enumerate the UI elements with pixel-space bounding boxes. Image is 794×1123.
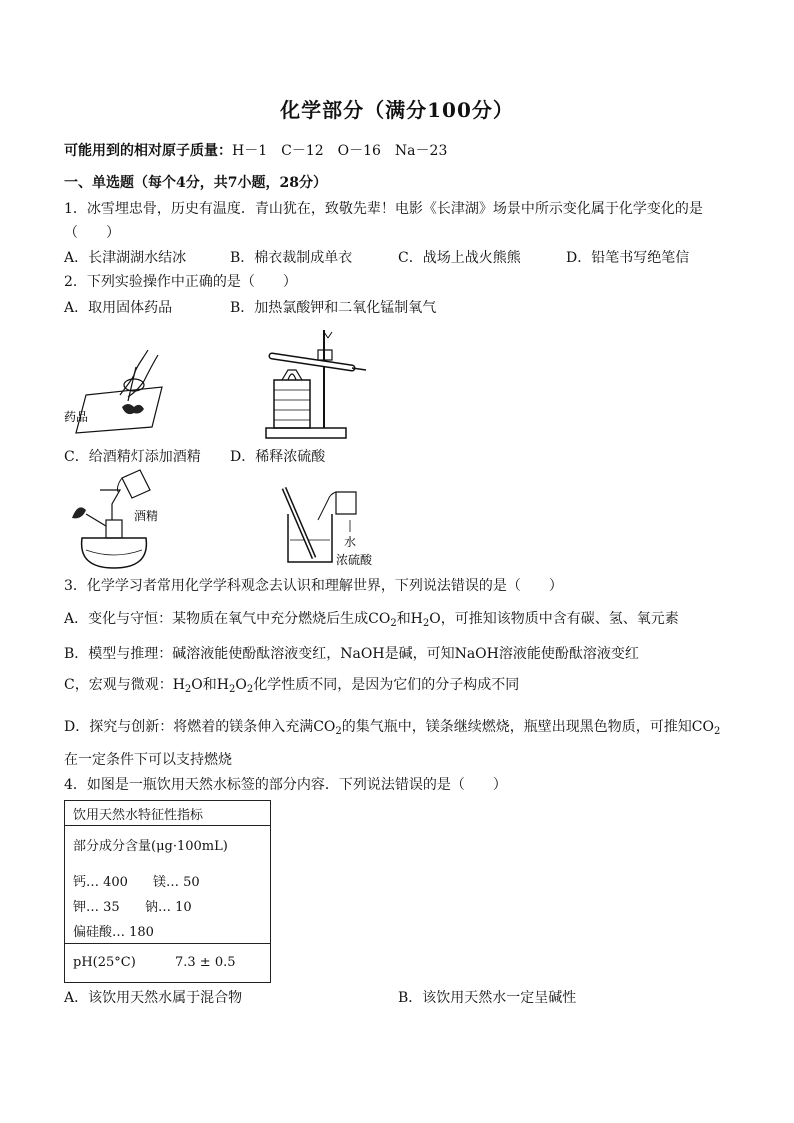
q2-stem: 2．下列实验操作中正确的是（ ） [64,274,297,290]
q4-option-a: A．该饮用天然水属于混合物 [64,990,243,1006]
q2-option-c: C．给酒精灯添加酒精 [64,449,201,465]
q3-c-sub2: 2 [228,684,236,695]
water-label-potassium: 钾… 35 [73,900,120,915]
water-label-title: 饮用天然水特征性指标 [73,808,204,823]
q3-option-d [64,717,720,742]
q2-option-a: A．取用固体药品 [64,300,173,316]
q3-option-d-cont: 在一定条件下可以支持燃烧 [64,752,232,768]
q1-paren: （ ） [64,225,120,241]
q3-a-part1: A．变化与守恒：某物质在氧气中充分燃烧后生成CO [64,611,391,627]
q3-option-c [64,675,519,700]
q2-option-d: D．稀释浓硫酸 [230,449,326,465]
q3-c-sub3: 2 [246,684,254,695]
water-label-divider-1 [65,825,270,826]
atomic-mass-label: 可能用到的相对原子质量： [64,143,232,159]
q1-option-a: A．长津湖湖水结冰 [64,250,187,266]
q3-a-sub2: 2 [422,618,430,629]
q3-c-part3: O [235,677,247,693]
q1-option-b: B．棉衣裁制成单衣 [230,250,353,266]
water-label-divider-2 [65,943,270,944]
q2-option-b: B．加热氯酸钾和二氧化锰制氧气 [230,300,437,316]
q4-stem: 4．如图是一瓶饮用天然水标签的部分内容．下列说法错误的是（ ） [64,777,507,793]
q3-d-part2: 的集气瓶中，镁条继续燃烧，瓶壁出现黑色物质，可推知CO [341,719,714,735]
water-label-silicic: 偏硅酸… 180 [73,925,154,940]
q4-option-b: B．该饮用天然水一定呈碱性 [398,990,577,1006]
water-label-subtitle: 部分成分含量(μg·100mL) [73,839,228,854]
figure-alcohol-lamp [64,468,174,572]
figure-d-label-acid: 浓硫酸 [336,553,373,567]
q3-d-sub1: 2 [335,726,342,737]
figure-d-label-water: 水 [344,535,357,549]
figure-a-label: 药品 [64,410,89,424]
q3-a-part2: 和H [396,611,423,627]
q3-d-sub2: 2 [714,726,721,737]
q3-c-part4: 化学性质不同，是因为它们的分子构成不同 [253,677,520,693]
atomic-mass-line [64,141,447,161]
q3-option-a [64,609,679,634]
q1-option-d: D．铅笔书写绝笔信 [566,250,690,266]
water-label-magnesium: 镁… 50 [153,875,200,890]
atomic-mass-values: H－1 C－12 O－16 Na－23 [232,143,448,159]
q3-d-part1: D．探究与创新：将燃着的镁条伸入充满CO [64,719,336,735]
q3-option-b: B．模型与推理：碱溶液能使酚酞溶液变红，NaOH是碱，可知NaOH溶液能使酚酞溶液变红 [64,646,639,662]
water-label-ph-label: pH(25°C) [73,955,136,970]
figure-dilution [270,484,385,570]
water-label-sodium: 钠… 10 [145,900,192,915]
water-label-calcium: 钙… 400 [73,875,128,890]
figure-heating-apparatus [262,320,372,442]
q1-option-c: C．战场上战火熊熊 [398,250,521,266]
q3-a-sub1: 2 [390,618,397,629]
q3-c-sub1: 2 [184,684,192,695]
water-label-ph-value: 7.3 ± 0.5 [175,955,236,970]
water-label-box [64,800,271,983]
q1-stem: 1．冰雪埋忠骨，历史有温度．青山犹在，致敬先辈！电影《长津湖》场景中所示变化属于化学变化的是 [64,201,703,217]
section-heading: 一、单选题（每个4分，共7小题，28分） [64,175,327,191]
figure-solid-reagent [64,345,176,435]
q3-c-part2: O和H [191,677,229,693]
page-title: 化学部分（满分100分） [280,98,514,122]
q3-stem: 3．化学学习者常用化学学科观念去认识和理解世界，下列说法错误的是（ ） [64,578,563,594]
q3-c-part1: C，宏观与微观：H [64,677,185,693]
q3-a-part3: O，可推知该物质中含有碳、氢、氧元素 [429,611,679,627]
figure-c-label: 酒精 [134,509,159,523]
